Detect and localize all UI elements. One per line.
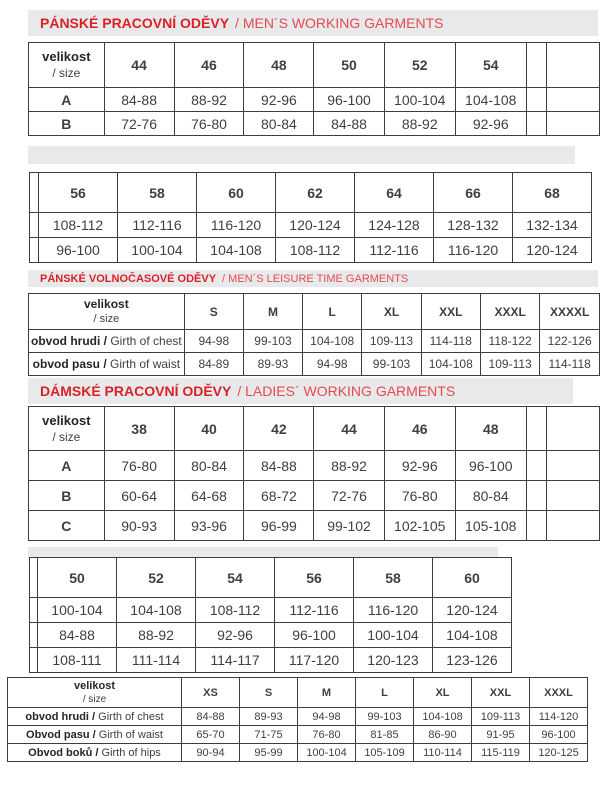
value-cell: 91-95 (472, 726, 530, 744)
size-column-header: XXXL (530, 678, 588, 708)
row-label-cell (29, 330, 185, 353)
clipped-label-column-cell (30, 238, 39, 263)
value-cell: 99-103 (243, 330, 302, 353)
size-column-header: S (240, 678, 298, 708)
size-column-header: S (184, 294, 243, 330)
size-column-header: 38 (104, 407, 174, 451)
row-label-cell (29, 353, 185, 376)
size-column-header: 52 (384, 43, 455, 88)
clipped-trailing-cell (526, 451, 547, 481)
value-cell: 104-108 (303, 330, 362, 353)
value-cell: 80-84 (174, 451, 244, 481)
size-column-header: 50 (38, 558, 117, 598)
size-column-header: M (243, 294, 302, 330)
clipped-trailing-cell (547, 407, 600, 451)
value-cell: 114-118 (421, 330, 480, 353)
value-cell: 117-120 (275, 648, 354, 673)
size-column-header: 56 (39, 173, 118, 213)
value-cell: 108-112 (39, 213, 118, 238)
value-cell: 76-80 (298, 726, 356, 744)
size-header-label-cell (8, 678, 182, 708)
size-column-header: 44 (104, 43, 174, 88)
measure-label-czech: obvod hrudi / (31, 334, 107, 348)
measure-label-czech: Obvod boků / (28, 746, 99, 759)
value-cell: 94-98 (184, 330, 243, 353)
size-label: / size (93, 312, 120, 325)
value-cell: 122-126 (540, 330, 600, 353)
size-column-header: 58 (118, 173, 197, 213)
size-label: / size (52, 429, 81, 444)
row-label-cell (8, 726, 182, 744)
row-label-cell: A (29, 451, 105, 481)
clipped-trailing-cell (526, 407, 547, 451)
size-header-label-cell (29, 294, 185, 330)
title-czech: PÁNSKÉ VOLNOČASOVÉ ODĚVY (40, 272, 217, 285)
value-cell: 72-76 (104, 112, 174, 136)
clipped-trailing-cell (547, 451, 600, 481)
size-column-header: 46 (174, 43, 244, 88)
value-cell: 114-117 (196, 648, 275, 673)
value-cell: 100-104 (38, 598, 117, 623)
value-cell: 81-85 (356, 726, 414, 744)
value-cell: 112-116 (118, 213, 197, 238)
size-table (28, 293, 600, 376)
value-cell: 76-80 (384, 481, 455, 511)
clipped-trailing-cell (526, 112, 547, 136)
row-label-cell: B (29, 481, 105, 511)
clipped-label-column-cell (30, 648, 38, 673)
value-cell: 72-76 (314, 481, 384, 511)
clipped-trailing-cell (547, 511, 600, 541)
value-cell: 120-124 (513, 238, 592, 263)
value-cell: 116-120 (434, 238, 513, 263)
value-cell: 96-100 (314, 88, 384, 112)
value-cell: 84-88 (104, 88, 174, 112)
value-cell: 90-94 (182, 744, 240, 762)
value-cell: 115-119 (472, 744, 530, 762)
size-column-header: 42 (244, 407, 314, 451)
value-cell: 94-98 (303, 353, 362, 376)
value-cell: 99-102 (314, 511, 384, 541)
value-cell: 104-108 (197, 238, 276, 263)
row-label-cell (8, 744, 182, 762)
value-cell: 114-120 (530, 708, 588, 726)
measure-label-english: Girth of waist (106, 357, 181, 371)
value-cell: 108-111 (38, 648, 117, 673)
separator-bar (28, 146, 575, 164)
value-cell: 96-100 (455, 451, 526, 481)
value-cell: 96-100 (530, 726, 588, 744)
value-cell: 93-96 (174, 511, 244, 541)
size-column-header: 50 (314, 43, 384, 88)
measure-label-english: Girth of chest (95, 710, 164, 723)
value-cell: 92-96 (196, 623, 275, 648)
size-label: / size (82, 693, 107, 705)
value-cell: 96-99 (244, 511, 314, 541)
row-label-cell: B (29, 112, 105, 136)
size-table (29, 172, 592, 263)
row-label-cell: A (29, 88, 105, 112)
size-column-header: XXL (472, 678, 530, 708)
clipped-label-column-cell (30, 623, 38, 648)
clipped-trailing-cell (526, 511, 547, 541)
clipped-label-column-cell (30, 173, 39, 213)
size-column-header: XXL (421, 294, 480, 330)
value-cell: 100-104 (354, 623, 433, 648)
value-cell: 104-108 (455, 88, 526, 112)
value-cell: 100-104 (384, 88, 455, 112)
value-cell: 120-123 (354, 648, 433, 673)
section-title-mens-working (28, 10, 598, 36)
value-cell: 96-100 (275, 623, 354, 648)
value-cell: 114-118 (540, 353, 600, 376)
value-cell: 124-128 (355, 213, 434, 238)
value-cell: 110-114 (414, 744, 472, 762)
section-title-ladies-working (28, 378, 573, 404)
value-cell: 104-108 (117, 598, 196, 623)
row-label-cell (8, 708, 182, 726)
value-cell: 100-104 (118, 238, 197, 263)
velikost-label: velikost (84, 297, 129, 312)
size-column-header: 64 (355, 173, 434, 213)
size-column-header: 60 (433, 558, 512, 598)
value-cell: 99-103 (356, 708, 414, 726)
clipped-trailing-cell (547, 112, 600, 136)
measure-label-czech: obvod pasu / (32, 357, 107, 371)
size-table (29, 557, 512, 673)
value-cell: 116-120 (197, 213, 276, 238)
size-header-label-cell (29, 407, 105, 451)
value-cell: 88-92 (314, 451, 384, 481)
value-cell: 105-108 (455, 511, 526, 541)
value-cell: 111-114 (117, 648, 196, 673)
size-column-header: 56 (275, 558, 354, 598)
size-column-header: 54 (455, 43, 526, 88)
size-column-header: L (303, 294, 362, 330)
value-cell: 68-72 (244, 481, 314, 511)
size-header-label-cell (29, 43, 105, 88)
value-cell: 120-125 (530, 744, 588, 762)
value-cell: 104-108 (433, 623, 512, 648)
size-column-header: XXXL (480, 294, 539, 330)
value-cell: 65-70 (182, 726, 240, 744)
value-cell: 64-68 (174, 481, 244, 511)
value-cell: 84-89 (184, 353, 243, 376)
size-column-header: 40 (174, 407, 244, 451)
value-cell: 99-103 (362, 353, 421, 376)
measure-label-english: Girth of waist (95, 728, 163, 741)
value-cell: 123-126 (433, 648, 512, 673)
size-column-header: 66 (434, 173, 513, 213)
value-cell: 109-113 (362, 330, 421, 353)
value-cell: 88-92 (117, 623, 196, 648)
size-column-header: XL (362, 294, 421, 330)
value-cell: 92-96 (244, 88, 314, 112)
value-cell: 128-132 (434, 213, 513, 238)
measure-label-czech: obvod hrudi / (25, 710, 96, 723)
value-cell: 102-105 (384, 511, 455, 541)
value-cell: 80-84 (244, 112, 314, 136)
value-cell: 120-124 (433, 598, 512, 623)
value-cell: 76-80 (104, 451, 174, 481)
size-column-header: 60 (197, 173, 276, 213)
title-english: / LADIES´ WORKING GARMENTS (237, 383, 456, 399)
value-cell: 90-93 (104, 511, 174, 541)
value-cell: 84-88 (182, 708, 240, 726)
value-cell: 84-88 (314, 112, 384, 136)
velikost-label: velikost (42, 49, 91, 65)
value-cell: 132-134 (513, 213, 592, 238)
size-label: / size (52, 66, 81, 81)
value-cell: 112-116 (355, 238, 434, 263)
value-cell: 95-99 (240, 744, 298, 762)
title-english: / MEN´S LEISURE TIME GARMENTS (222, 272, 409, 285)
value-cell: 86-90 (414, 726, 472, 744)
size-table (7, 677, 588, 762)
section-title-mens-leisure (28, 270, 598, 287)
clipped-label-column-cell (30, 598, 38, 623)
value-cell: 108-112 (276, 238, 355, 263)
size-column-header: XS (182, 678, 240, 708)
size-column-header: 52 (117, 558, 196, 598)
value-cell: 105-109 (356, 744, 414, 762)
value-cell: 104-108 (421, 353, 480, 376)
value-cell: 76-80 (174, 112, 244, 136)
value-cell: 109-113 (472, 708, 530, 726)
size-column-header: 58 (354, 558, 433, 598)
clipped-trailing-cell (547, 88, 600, 112)
value-cell: 96-100 (39, 238, 118, 263)
value-cell: 88-92 (384, 112, 455, 136)
velikost-label: velikost (74, 680, 115, 693)
clipped-label-column-cell (30, 213, 39, 238)
title-czech: PÁNSKÉ PRACOVNÍ ODĚVY (40, 15, 230, 31)
title-english: / MEN´S WORKING GARMENTS (235, 15, 444, 31)
value-cell: 112-116 (275, 598, 354, 623)
clipped-trailing-cell (547, 43, 600, 88)
size-column-header: 54 (196, 558, 275, 598)
measure-label-english: Girth of chest (107, 334, 182, 348)
value-cell: 120-124 (276, 213, 355, 238)
clipped-trailing-cell (526, 43, 547, 88)
value-cell: 100-104 (298, 744, 356, 762)
value-cell: 109-113 (480, 353, 539, 376)
value-cell: 89-93 (243, 353, 302, 376)
clipped-label-column-cell (30, 558, 38, 598)
size-column-header: XXXXL (540, 294, 600, 330)
value-cell: 60-64 (104, 481, 174, 511)
value-cell: 89-93 (240, 708, 298, 726)
size-column-header: 68 (513, 173, 592, 213)
row-label-cell: C (29, 511, 105, 541)
value-cell: 92-96 (455, 112, 526, 136)
size-column-header: 48 (244, 43, 314, 88)
title-czech: DÁMSKÉ PRACOVNÍ ODĚVY (40, 383, 232, 399)
value-cell: 88-92 (174, 88, 244, 112)
value-cell: 118-122 (480, 330, 539, 353)
clipped-trailing-cell (547, 481, 600, 511)
clipped-trailing-cell (526, 481, 547, 511)
value-cell: 84-88 (244, 451, 314, 481)
value-cell: 104-108 (414, 708, 472, 726)
measure-label-czech: Obvod pasu / (26, 728, 96, 741)
size-table (28, 406, 600, 541)
value-cell: 71-75 (240, 726, 298, 744)
value-cell: 94-98 (298, 708, 356, 726)
size-column-header: M (298, 678, 356, 708)
value-cell: 84-88 (38, 623, 117, 648)
value-cell: 80-84 (455, 481, 526, 511)
measure-label-english: Girth of hips (98, 746, 161, 759)
size-column-header: 62 (276, 173, 355, 213)
size-column-header: L (356, 678, 414, 708)
size-table (28, 42, 600, 136)
value-cell: 92-96 (384, 451, 455, 481)
size-column-header: XL (414, 678, 472, 708)
size-column-header: 48 (455, 407, 526, 451)
size-column-header: 44 (314, 407, 384, 451)
velikost-label: velikost (42, 412, 91, 428)
size-column-header: 46 (384, 407, 455, 451)
clipped-trailing-cell (526, 88, 547, 112)
value-cell: 116-120 (354, 598, 433, 623)
value-cell: 108-112 (196, 598, 275, 623)
